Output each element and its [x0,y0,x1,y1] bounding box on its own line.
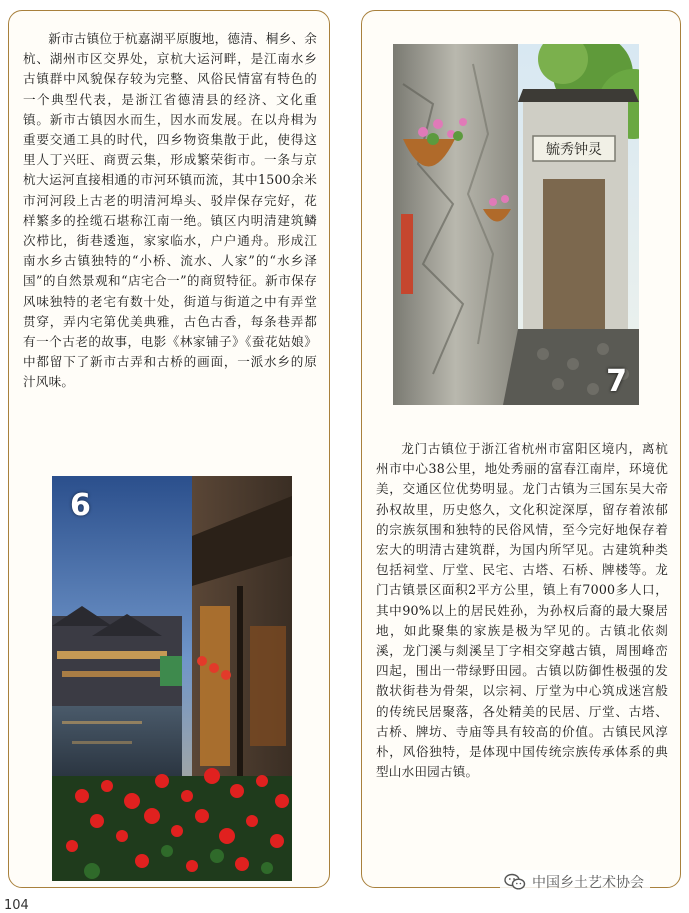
left-panel [8,10,330,888]
photo-number-6: 6 [70,488,91,523]
page-number: 104 [4,898,29,913]
xinshi-night-scene-illustration [52,476,292,881]
wechat-icon [504,873,526,891]
source-watermark [500,870,650,894]
gate-plaque-text: 毓秀钟灵 [546,142,602,158]
longmen-gate-illustration [393,44,639,405]
watermark-text: 中国乡土艺术协会 [532,875,644,891]
right-panel [361,10,681,888]
xinshi-paragraph: 新市古镇位于杭嘉湖平原腹地，德清、桐乡、余杭、湖州市区交界处，京杭大运河畔，是江南水乡古镇群中风貌保存较为完整、风俗民情富有特色的一个典型代表，是浙江省德清县的经济、文化重镇。新市古镇因水而生，因水而发展。在以舟楫为重要交通工具的时代，四乡物资集散于此，使得这里人丁兴旺、商贾云集，形成繁荣街市。一条与京杭大运河直接相通的市河环镇而流，其中1500余米市河河段上古老的明清河埠头、驳岸保存完好，花样繁多的拴缆石堪称江南一绝。镇区内明清建筑鳞次栉比，街巷逶迤，家家临水，户户通舟。形成江南水乡古镇独特的“小桥、流水、人家”的“水乡泽国”的自然景观和“店宅合一”的商贸特征。新市保存风味独特的老宅有数十处，街道与街道之中有弄堂贯穿，弄内宅第优美典雅，古色古香，每条巷弄都有一个古老的故事，电影《林家铺子》《蚕花姑娘》中都留下了新市古弄和古桥的画面，一派水乡的原汁风味。 [23,31,317,390]
photo-xinshi-water-town [52,476,292,881]
longmen-paragraph: 龙门古镇位于浙江省杭州市富阳区境内，离杭州市中心38公里，地处秀丽的富春江南岸，环境优美，交通区位优势明显。龙门古镇为三国东吴大帝孙权故里，历史悠久，文化积淀深厚，留存着浓郁的宗族氛围和独特的民俗风情，至今完好地保存着宏大的明清古建筑群，为国内所罕见。古建筑种类包括祠堂、厅堂、民宅、古塔、石桥、牌楼等。龙门古镇景区面积2平方公里，镇上有7000多人口，其中90%以上的居民姓孙，为孙权后裔的最大聚居地，如此聚集的家族是极为罕见的。古镇北依剡溪，龙门溪与剡溪呈丁字相交穿越古镇，周围峰峦四起，围出一带绿野田园。古镇以防御性极强的发散状街巷为骨架，以宗祠、厅堂为中心筑成迷宫般的传统民居聚落，各处精美的民居、厅堂、古塔、古桥、牌坊、寺庙等具有较高的价值。古镇民风淳朴，风俗独特，是体现中国传统宗族传承体系的典型山水田园古镇。 [376,441,668,780]
photo-longmen-gate [393,44,639,405]
photo-number-7: 7 [606,364,627,399]
